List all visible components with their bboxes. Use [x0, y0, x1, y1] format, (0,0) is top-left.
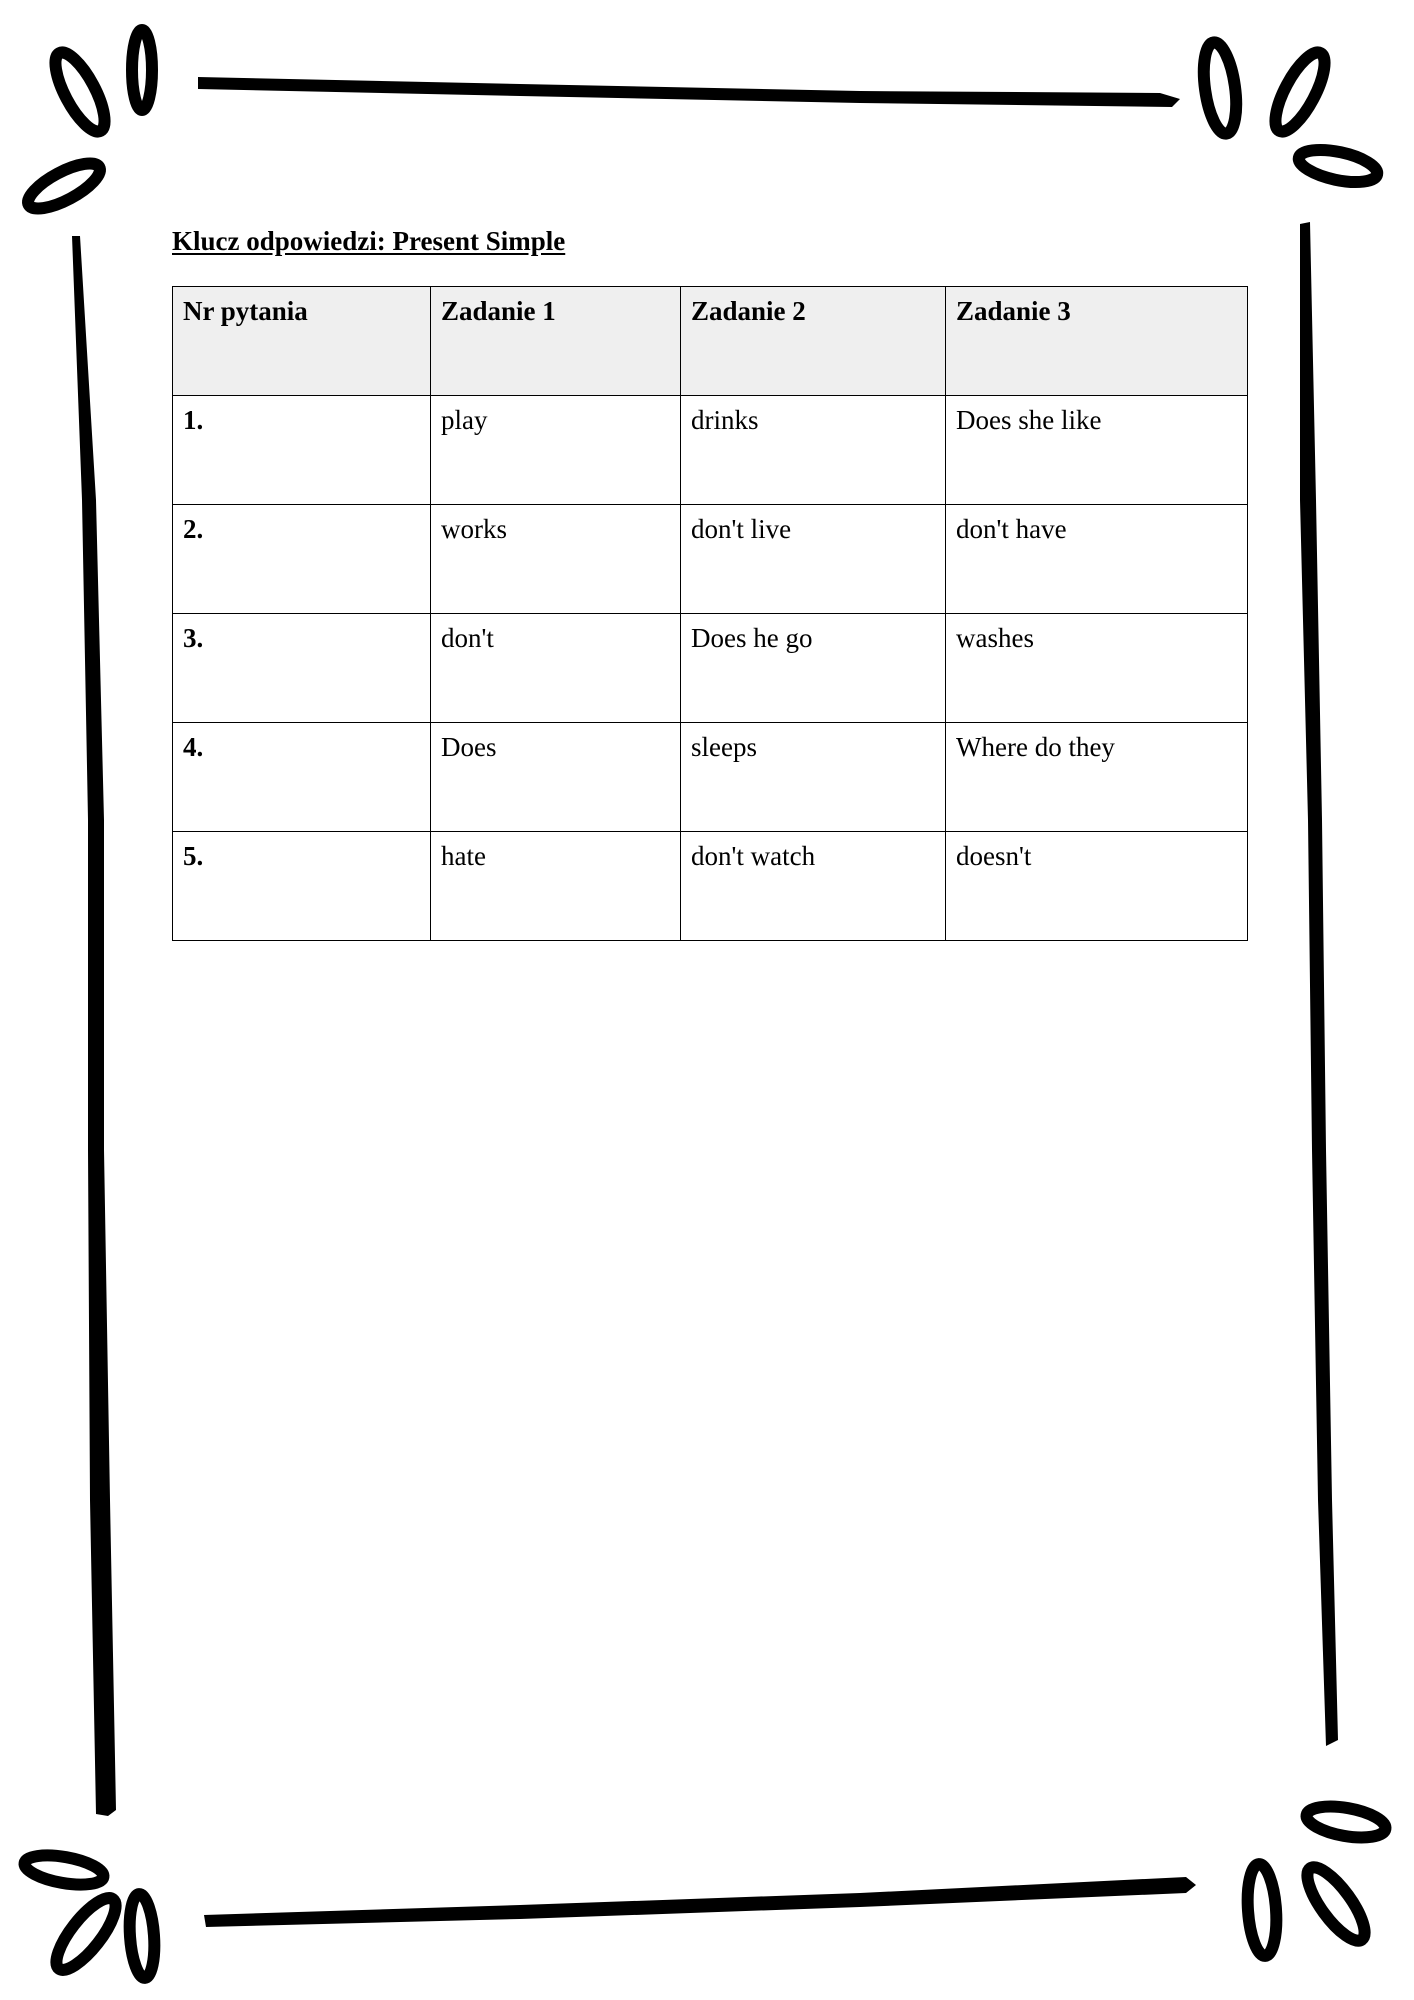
- column-header-task-2: Zadanie 2: [681, 287, 946, 396]
- task-2-answer-cell: drinks: [681, 396, 946, 505]
- column-header-question-number: Nr pytania: [173, 287, 431, 396]
- task-3-answer-cell: Where do they: [946, 723, 1248, 832]
- leaf-bottom-right-2: [1245, 1863, 1279, 1957]
- leaf-top-left-1: [46, 46, 114, 138]
- table-header-row: [173, 287, 1248, 396]
- table-row: [173, 505, 1248, 614]
- question-number-cell: 1.: [173, 396, 431, 505]
- leaf-top-left-2: [132, 30, 152, 110]
- border-right-stroke: [1300, 222, 1338, 1746]
- task-2-answer-cell: Does he go: [681, 614, 946, 723]
- column-header-task-1: Zadanie 1: [431, 287, 681, 396]
- column-header-task-3: Zadanie 3: [946, 287, 1248, 396]
- question-number-cell: 5.: [173, 832, 431, 941]
- leaf-bottom-left-1: [22, 1850, 105, 1889]
- answer-key-table: [172, 286, 1248, 941]
- leaf-bottom-right-1: [1304, 1801, 1388, 1842]
- table-row: [173, 396, 1248, 505]
- table-row: [173, 832, 1248, 941]
- question-number-cell: 4.: [173, 723, 431, 832]
- table-row: [173, 614, 1248, 723]
- leaf-bottom-left-2: [47, 1890, 125, 1978]
- task-1-answer-cell: don't: [431, 614, 681, 723]
- question-number-cell: 3.: [173, 614, 431, 723]
- table-row: [173, 723, 1248, 832]
- task-1-answer-cell: hate: [431, 832, 681, 941]
- task-3-answer-cell: washes: [946, 614, 1248, 723]
- leaf-top-right-1: [1199, 40, 1242, 135]
- task-1-answer-cell: play: [431, 396, 681, 505]
- task-3-answer-cell: doesn't: [946, 832, 1248, 941]
- leaf-top-right-3: [1296, 144, 1380, 188]
- border-left-stroke: [72, 236, 116, 1816]
- leaf-top-right-2: [1266, 46, 1334, 138]
- task-2-answer-cell: don't watch: [681, 832, 946, 941]
- task-1-answer-cell: works: [431, 505, 681, 614]
- border-top-stroke: [198, 77, 1180, 107]
- border-bottom-stroke: [204, 1877, 1196, 1927]
- task-3-answer-cell: don't have: [946, 505, 1248, 614]
- leaf-bottom-right-3: [1298, 1860, 1374, 1949]
- task-2-answer-cell: don't live: [681, 505, 946, 614]
- task-3-answer-cell: Does she like: [946, 396, 1248, 505]
- question-number-cell: 2.: [173, 505, 431, 614]
- leaf-top-left-3: [22, 155, 106, 217]
- page-title: Klucz odpowiedzi: Present Simple: [172, 226, 566, 256]
- task-1-answer-cell: Does: [431, 723, 681, 832]
- task-2-answer-cell: sleeps: [681, 723, 946, 832]
- leaf-bottom-left-3: [127, 1893, 157, 1978]
